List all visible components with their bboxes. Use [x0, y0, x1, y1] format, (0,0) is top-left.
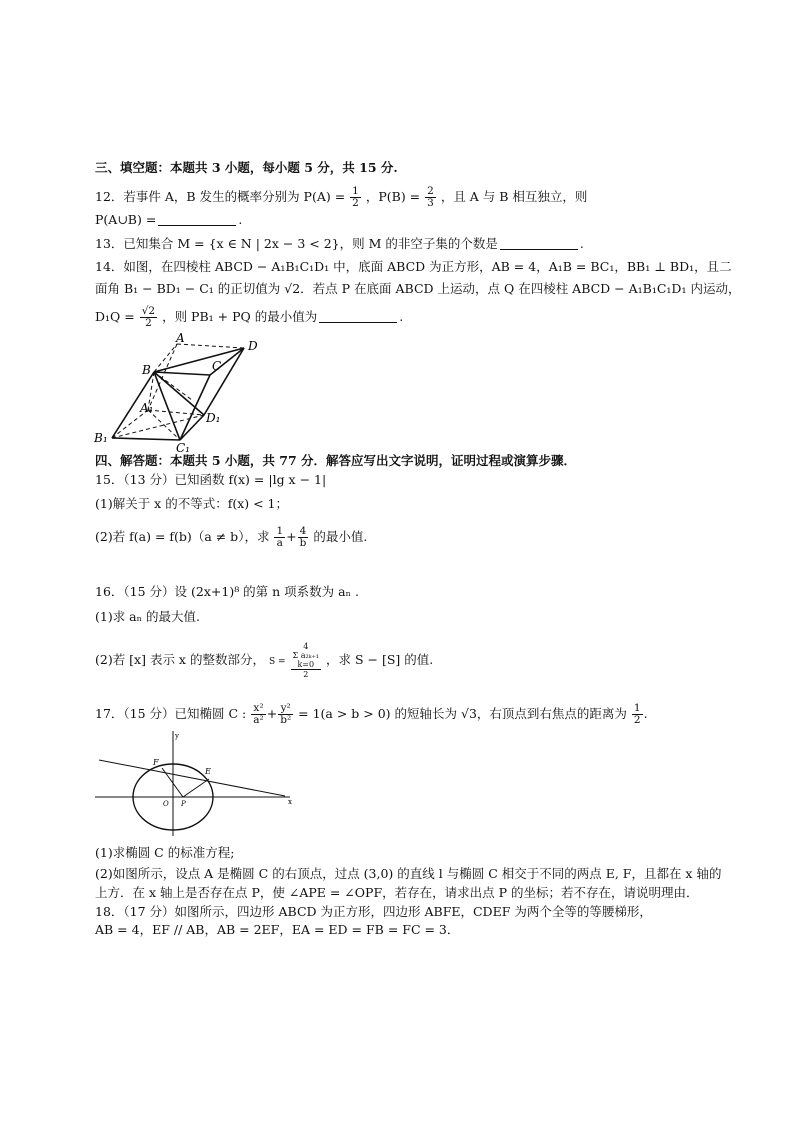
question-15-part2: (2)若 f(a) = f(b)（a ≠ b），求 $\frac{1}{a}$ + $\frac{4}{b}$ 的最小值.	[95, 525, 368, 549]
label-D: D	[248, 339, 258, 353]
prism-figure	[92, 330, 272, 455]
question-13: 13．已知集合 M = {x ∈ N | 2x − 3 < 2}，则 M 的非空子集的个数是 .	[95, 236, 584, 251]
fraction-one-half: $\frac{1}{2}$	[633, 702, 641, 726]
ellipse-figure	[95, 728, 300, 838]
q12-text-a: 12．若事件 A，B 发生的概率分别为 P(A) =	[95, 189, 346, 204]
section4-heading: 四、解答题：本题共 5 小题，共 77 分．解答应写出文字说明，证明过程或演算步骤．	[95, 453, 577, 468]
label-O: O	[163, 800, 169, 808]
q14-text-a: D₁Q =	[95, 309, 135, 324]
question-17-part2-line2: 上方．在 x 轴上是否存在点 P，使 ∠APE = ∠OPF，若存在，请求出点 P 的坐标；若不存在，请说明理由．	[95, 885, 699, 900]
question-17: 17．（15 分）已知椭圆 C : $\frac{\text{x²}}{\text{a²}}$ + $\frac{\text{y²}}{\text{b²}}$ = 1(a > b > 0) 的短轴长为 √3，右顶点到右焦点的距离为 $\frac{1}{2}$ .	[95, 702, 648, 726]
fraction-two-thirds: $\frac{2}{3}$	[427, 185, 434, 209]
fraction-one-half: $\frac{1}{2}$	[352, 185, 359, 209]
sum-fraction: 4 Σ a₂ₖ₊₁ k=0 2	[292, 642, 320, 679]
question-16-part1: (1)求 aₙ 的最大值.	[95, 609, 200, 624]
label-P: P	[181, 800, 186, 808]
label-x-axis: x	[288, 798, 292, 806]
question-14-line1: 14．如图，在四棱柱 ABCD − A₁B₁C₁D₁ 中，底面 ABCD 为正方形，AB = 4，A₁B = BC₁，BB₁ ⊥ BD₁，且二	[95, 259, 732, 274]
label-B1: B₁	[94, 431, 108, 445]
label-E: E	[205, 767, 211, 776]
question-12-line1	[95, 186, 587, 209]
q14-text-b: ，则 PB₁ + PQ 的最小值为	[162, 309, 318, 324]
question-17-part1: (1)求椭圆 C 的标准方程;	[95, 845, 235, 860]
q17-text-a: 17．（15 分）已知椭圆 C :	[95, 706, 247, 721]
question-18-line1: 18．（17 分）如图所示，四边形 ABCD 为正方形，四边形 ABFE，CDEF 为两个全等的等腰梯形，	[95, 904, 652, 919]
fraction-4-over-b: $\frac{4}{b}$	[299, 525, 307, 549]
label-F: F	[153, 758, 159, 767]
label-y-axis: y	[175, 732, 179, 740]
question-14-line2: 面角 B₁ − BD₁ − C₁ 的正切值为 √2．若点 P 在底面 ABCD 上运动，点 Q 在四棱柱 ABCD − A₁B₁C₁D₁ 内运动，	[95, 281, 741, 296]
label-B: B	[142, 363, 151, 377]
label-C1: C₁	[176, 441, 190, 455]
label-D1: D₁	[206, 411, 221, 425]
q16-2-text-b: ，求 S − [S] 的值.	[326, 652, 434, 667]
answer-blank	[319, 321, 397, 323]
fraction-sqrt2-over-2: $\frac{√2}{2}$	[141, 305, 156, 329]
q16-2-text-a: (2)若 [x] 表示 x 的整数部分，	[95, 652, 265, 667]
fraction-x2-a2: $\frac{\text{x²}}{\text{a²}}$	[253, 702, 264, 726]
question-15-part1: (1)解关于 x 的不等式：f(x) < 1；	[95, 496, 289, 511]
label-A: A	[176, 331, 185, 345]
fraction-1-over-a: $\frac{1}{a}$	[276, 525, 284, 549]
answer-blank	[500, 248, 578, 250]
q15-2-text-a: (2)若 f(a) = f(b)（a ≠ b），求	[95, 529, 270, 544]
question-16-part2	[95, 642, 433, 679]
label-C: C	[212, 359, 222, 373]
q12-expression: P(A∪B) =	[95, 212, 157, 227]
section3-heading: 三、填空题：本题共 3 小题，每小题 5 分，共 15 分.	[95, 160, 398, 175]
question-16: 16．（15 分）设 (2x+1)⁸ 的第 n 项系数为 aₙ .	[95, 584, 359, 599]
question-18-line2: AB = 4，EF // AB，AB = 2EF，EA = ED = FB = FC = 3．	[95, 922, 460, 937]
label-A1: A₁	[140, 401, 154, 415]
q13-text: 13．已知集合 M = {x ∈ N | 2x − 3 < 2}，则 M 的非空子集的个数是	[95, 236, 498, 251]
q15-2-text-b: 的最小值.	[313, 529, 368, 544]
q17-text-b: = 1(a > b > 0) 的短轴长为 √3，右顶点到右焦点的距离为	[298, 706, 627, 721]
q16-s-symbol: S =	[268, 657, 286, 667]
question-17-part2-line1: (2)如图所示，设点 A 是椭圆 C 的右顶点，过点 (3,0) 的直线 l 与椭圆 C 相交于不同的两点 E, F，且都在 x 轴的	[95, 866, 722, 881]
fraction-y2-b2: $\frac{\text{y²}}{\text{b²}}$	[280, 702, 292, 726]
answer-blank	[158, 224, 236, 226]
question-14-line3: D₁Q = $\frac{√2}{2}$ ，则 PB₁ + PQ 的最小值为 .	[95, 305, 404, 329]
q12-text-b: ，P(B) =	[365, 189, 421, 204]
question-15: 15．（13 分）已知函数 f(x) = |lg x − 1|	[95, 472, 327, 487]
q12-text-c: ，且 A 与 B 相互独立，则	[440, 189, 588, 204]
question-12-line2: P(A∪B) = .	[95, 212, 243, 227]
